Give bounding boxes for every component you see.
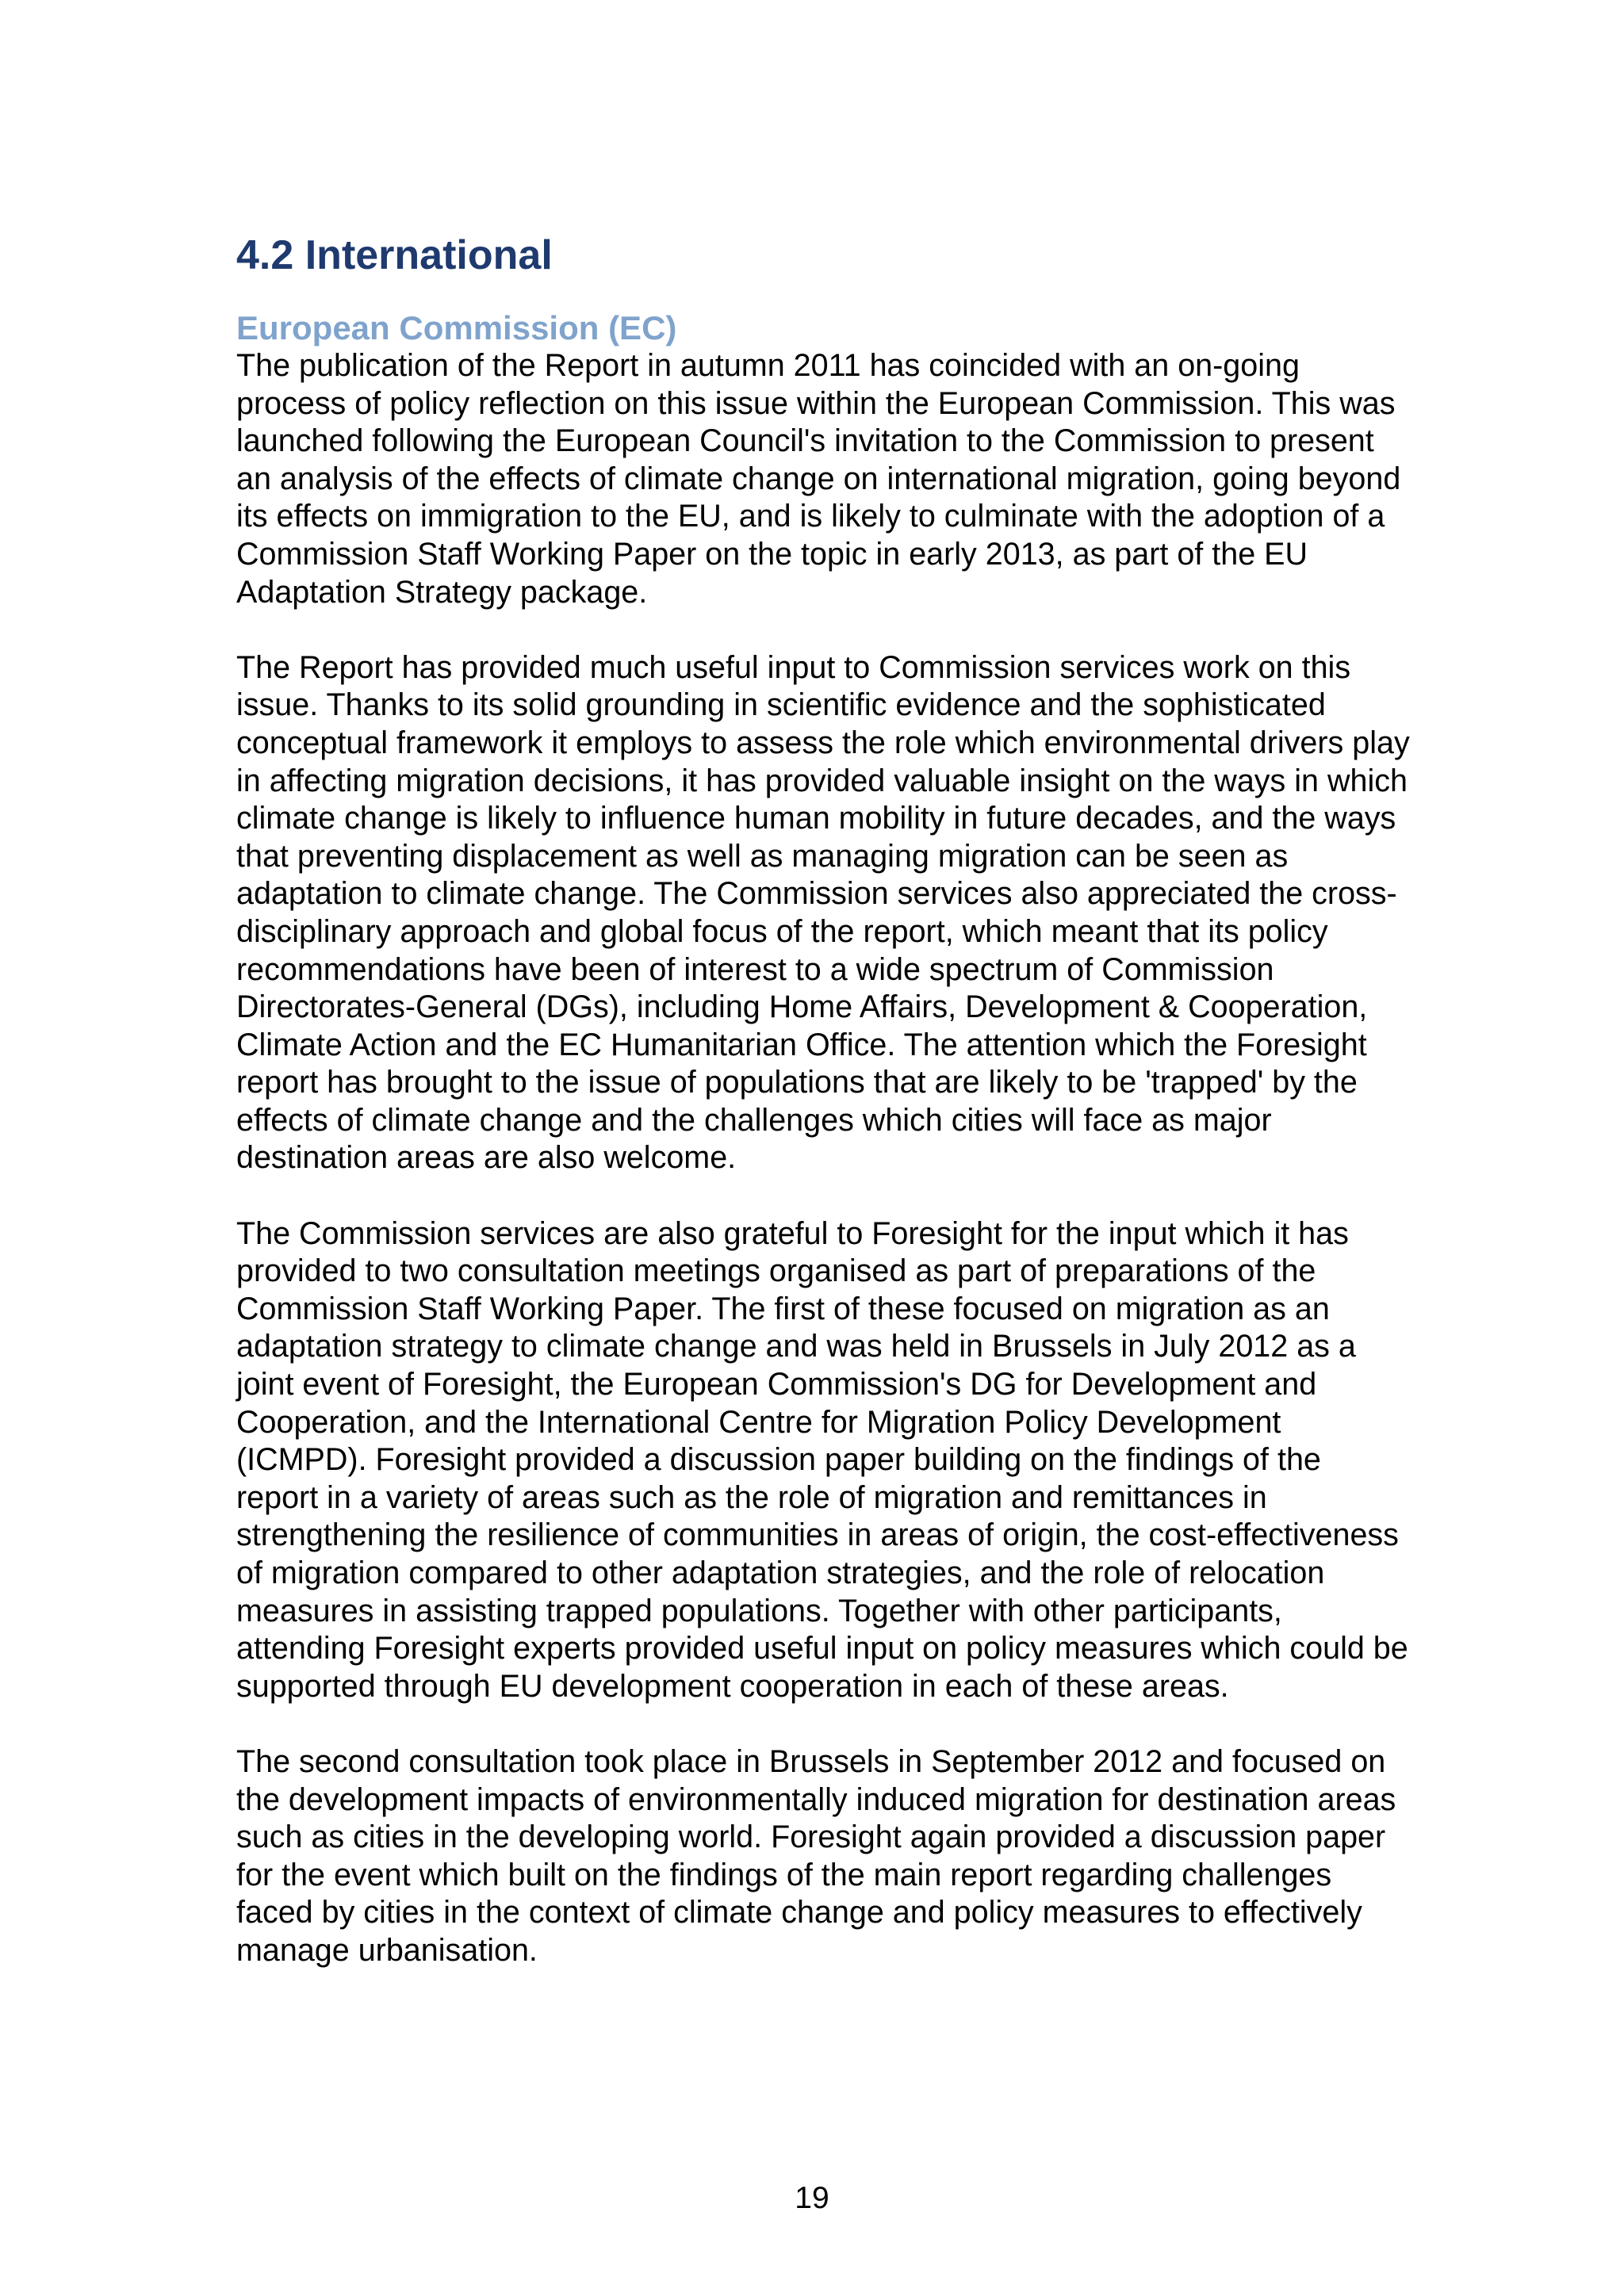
body-paragraph-4: The second consultation took place in Brussels in September 2012 and focused on the development impacts of environmentally induced migration for destination areas such as cities in the developing world. Foresight again provided a discussion paper for the event which built on the findings of the main report regarding challenges faced by cities in the context of climate change and policy measures to effectively manage urbanisation. [236, 1743, 1396, 1968]
page-content [236, 232, 1410, 1970]
body-paragraph-3: The Commission services are also grateful to Foresight for the input which it has provided to two consultation meetings organised as part of preparations of the Commission Staff Working Paper. The first of these focused on migration as an adaptation strategy to climate change and was held in Brussels in July 2012 as a joint event of Foresight, the European Commission's DG for Development and Cooperation, and the International Centre for Migration Policy Development (ICMPD). Foresight provided a discussion paper building on the findings of the report in a variety of areas such as the role of migration and remittances in strengthening the resilience of communities in areas of origin, the cost-effectiveness of migration compared to other adaptation strategies, and the role of relocation measures in assisting trapped populations. Together with other participants, attending Foresight experts provided useful input on policy measures which could be supported through EU development cooperation in each of these areas. [236, 1215, 1408, 1704]
section-heading: 4.2 International [236, 232, 553, 278]
body-paragraph-2: The Report has provided much useful input to Commission services work on this issue. Thanks to its solid grounding in scientific evidence and the sophisticated conceptual framework it employs to assess the role which environmental drivers play in affecting migration decisions, it has provided valuable insight on the ways in which climate change is likely to influence human mobility in future decades, and the ways that preventing displacement as well as managing migration can be seen as adaptation to climate change. The Commission services also appreciated the cross-disciplinary approach and global focus of the report, which meant that its policy recommendations have been of interest to a wide spectrum of Commission Directorates-General (DGs), including Home Affairs, Development & Cooperation, Climate Action and the EC Humanitarian Office. The attention which the Foresight report has brought to the issue of populations that are likely to be 'trapped' by the effects of climate change and the challenges which cities will face as major destination areas are also welcome. [236, 649, 1410, 1176]
body-paragraph-1: The publication of the Report in autumn 2011 has coincided with an on-going process of policy reflection on this issue within the European Commission. This was launched following the European Council's invitation to the Commission to present an analysis of the effects of climate change on international migration, going beyond its effects on immigration to the EU, and is likely to culminate with the adoption of a Commission Staff Working Paper on the topic in early 2013, as part of the EU Adaptation Strategy package. [236, 348, 1401, 610]
page-number: 19 [795, 2181, 829, 2215]
subsection-heading: European Commission (EC) [236, 309, 677, 346]
